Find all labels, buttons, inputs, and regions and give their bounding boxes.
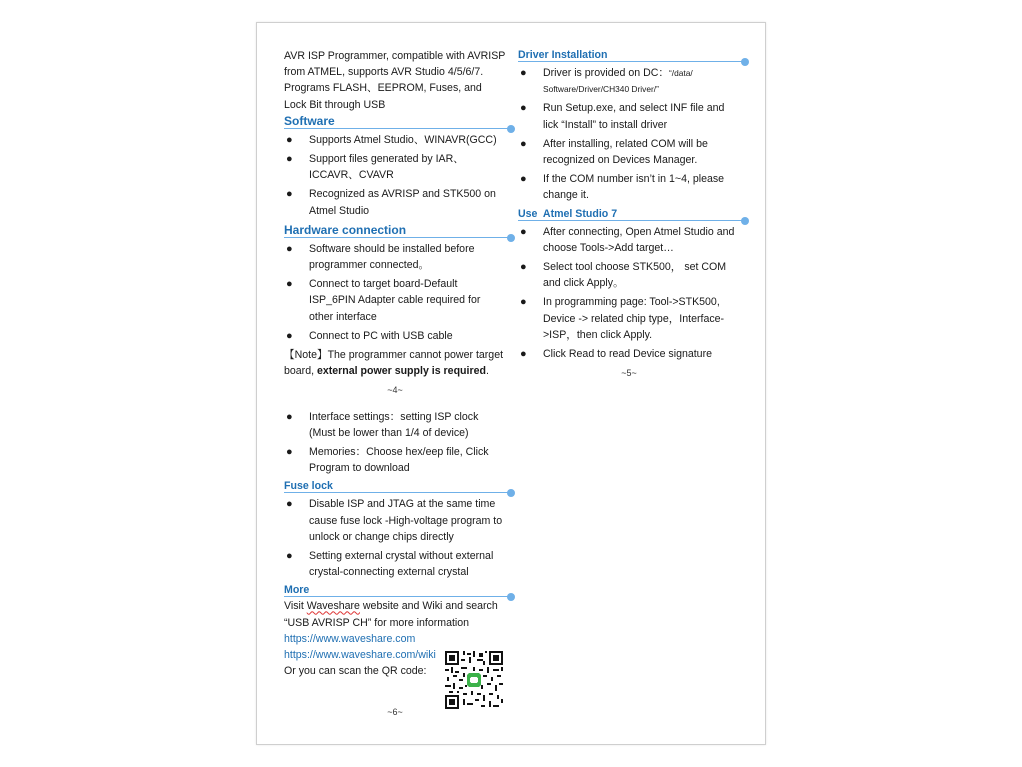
software-list <box>284 132 506 219</box>
list-item: ● After connecting, Open Atmel Studio and choose Tools->Add target… <box>520 225 735 254</box>
list-item: ● Run Setup.exe, and select INF file and lick “Install” to install driver <box>520 102 725 131</box>
hardware-list <box>284 241 506 344</box>
bullet-icon: ● <box>520 137 527 150</box>
list-item: ● In programming page: Tool->STK500, Device -> related chip type，Interface->ISP，then click Apply. <box>520 296 725 341</box>
page-number-6: ~6~ <box>387 707 403 717</box>
bullet-icon: ● <box>286 133 293 146</box>
fuse-list <box>284 496 506 580</box>
bullet-icon: ● <box>286 410 293 423</box>
bullet-icon: ● <box>286 329 293 342</box>
section-heading-software: Software <box>284 113 506 130</box>
list-item: ● Memories：Choose hex/eep file, Click Program to download <box>286 446 489 475</box>
qr-code-icon <box>445 651 503 709</box>
list-item: ● Click Read to read Device signature <box>518 346 740 362</box>
bullet-icon: ● <box>286 153 293 166</box>
bullet-icon: ● <box>286 550 293 563</box>
list-item: ● Interface settings：setting ISP clock (Must be lower than 1/4 of device) <box>286 410 479 439</box>
bullet-icon: ● <box>286 446 293 459</box>
driver-list <box>518 65 740 204</box>
section-heading-driver: Driver Installation <box>518 48 740 63</box>
list-item: ● Driver is provided on DC：“/data/ Software/Driver/CH340 Driver/” <box>520 67 693 95</box>
bullet-icon: ● <box>520 296 527 309</box>
bullet-icon: ● <box>520 261 527 274</box>
bullet-icon: ● <box>520 173 527 186</box>
list-item: ● After installing, related COM will be recognized on Devices Manager. <box>520 137 708 167</box>
page-number-5: ~5~ <box>621 368 637 379</box>
list-item: ● Software should be installed before programmer connected。 <box>286 242 475 272</box>
list-item: ● Connect to PC with USB cable <box>284 328 506 344</box>
settings-list <box>284 409 506 477</box>
power-note: 【Note】The programmer cannot power target board, external power supply is required. <box>284 349 504 378</box>
list-item: ● Connect to target board-Default ISP_6PIN Adapter cable required for other interface <box>286 278 481 323</box>
list-item: ● Supports Atmel Studio、WINAVR(GCC) <box>284 132 506 148</box>
section-heading-atmel-studio: Use Atmel Studio 7 <box>518 207 740 222</box>
right-column <box>518 48 740 391</box>
bullet-icon: ● <box>286 188 293 201</box>
studio-list <box>518 224 740 363</box>
qr-caption: Or you can scan the QR code: <box>284 665 427 678</box>
section-heading-hardware: Hardware connection <box>284 222 506 239</box>
list-item: ● Select tool choose STK500， set COM and click Apply。 <box>520 261 727 290</box>
waveshare-wiki-link[interactable]: https://www.waveshare.com/wiki <box>284 649 436 662</box>
section-heading-fuse: Fuse lock <box>284 479 506 494</box>
waveshare-link[interactable]: https://www.waveshare.com <box>284 632 416 645</box>
bullet-icon: ● <box>286 242 293 255</box>
bullet-icon: ● <box>286 498 293 511</box>
section-heading-more: More <box>284 583 506 598</box>
manual-page <box>256 22 766 745</box>
intro-paragraph: AVR ISP Programmer, compatible with AVRISP from ATMEL, supports AVR Studio 4/5/6/7. Programs FLASH、EEPROM, Fuses, and Lock Bit through USB <box>284 50 506 111</box>
bullet-icon: ● <box>286 278 293 291</box>
page-number-4: ~4~ <box>387 385 403 396</box>
list-item: ● Setting external crystal without external crystal-connecting external crystal <box>286 550 494 579</box>
list-item: ● Recognized as AVRISP and STK500 on Atmel Studio <box>286 188 496 217</box>
bullet-icon: ● <box>520 67 527 79</box>
more-paragraph: Visit Waveshare website and Wiki and search “USB AVRISP CH” for more information <box>284 600 498 629</box>
list-item: ● Disable ISP and JTAG at the same time cause fuse lock -High-voltage program to unlock or change chips directly <box>286 498 503 543</box>
list-item: ● Support files generated by IAR、ICCAVR、CVAVR <box>286 153 464 182</box>
bullet-icon: ● <box>520 225 527 238</box>
bullet-icon: ● <box>520 348 527 361</box>
list-item: ● If the COM number isn’t in 1~4, please change it. <box>520 173 725 202</box>
bullet-icon: ● <box>520 102 527 115</box>
left-column <box>284 48 506 680</box>
